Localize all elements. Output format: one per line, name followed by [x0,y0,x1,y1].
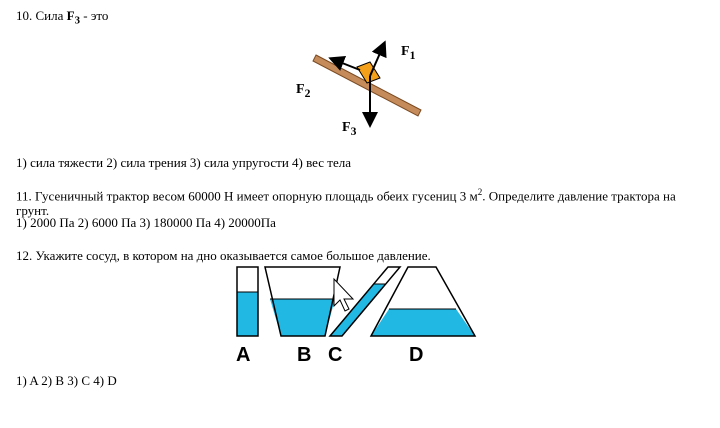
q12-text: 12. Укажите сосуд, в котором на дно оказывается самое большое давление. [16,248,431,263]
q12-answers: 1) A 2) B 3) C 4) D [16,373,117,388]
vessels-figure [230,262,485,344]
q11-answers: 1) 2000 Па 2) 6000 Па 3) 180000 Па 4) 20000Па [16,215,276,230]
vessel-label-d: D [409,344,424,366]
mouse-cursor-icon [334,279,353,311]
q10-title: 10. Сила $F_3$ - это [16,8,109,27]
vessel-label-a: A [236,344,251,366]
vessel-b [265,267,340,336]
f1-arrow [370,44,384,76]
label-f1: $F_1$ [401,44,416,62]
q11-text: 11. Гусеничный трактор весом 60000 Н имеет опорную площадь обеих гусениц 3 $м^2$. Определите давление трактора на грунт. [16,187,676,219]
label-f2: $F_2$ [296,82,311,100]
vessel-label-b: B [297,344,312,366]
vessel-label-c: C [328,344,343,366]
vessel-a [237,267,258,336]
q10-answers: 1) сила тяжести 2) сила трения 3) сила упругости 4) вес тела [16,155,351,170]
vessel-d [371,267,475,336]
label-f3: $F_3$ [342,120,357,138]
